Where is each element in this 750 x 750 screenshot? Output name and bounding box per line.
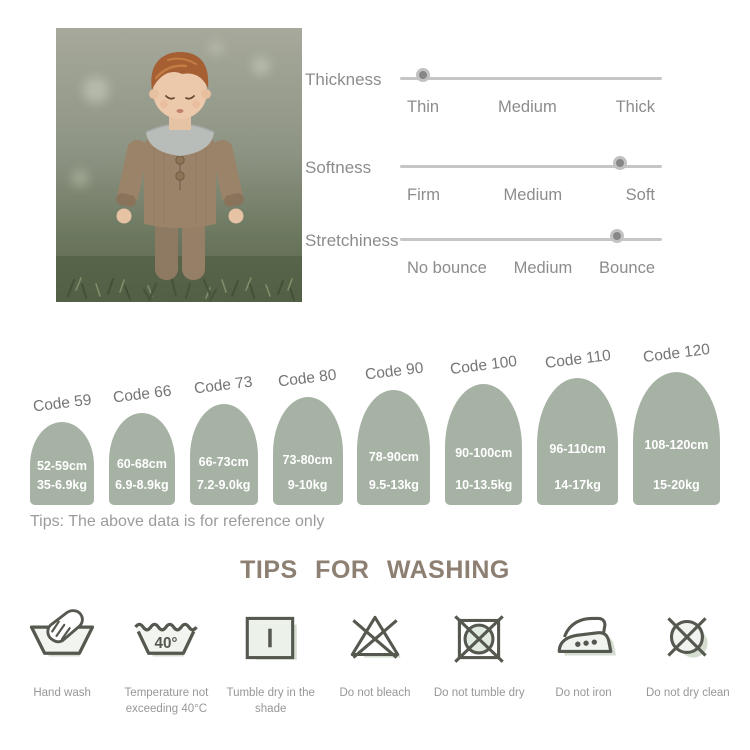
tumble-dry-shade-icon <box>236 600 306 676</box>
size-column-110 <box>537 347 618 505</box>
size-column-80 <box>273 366 343 505</box>
weight-range: 7.2-9.0kg <box>196 478 251 492</box>
size-code-label: Code 59 <box>31 391 93 416</box>
size-column-90 <box>357 359 430 505</box>
washing-title: TIPS FOR WASHING <box>240 556 510 584</box>
tick-label: Firm <box>407 186 440 204</box>
wash-instruction <box>323 600 427 717</box>
height-range: 66-73cm <box>198 455 249 469</box>
tick-label: Medium <box>503 186 563 204</box>
height-range: 73-80cm <box>282 453 333 467</box>
height-range: 60-68cm <box>116 457 167 471</box>
weight-range: 14-17kg <box>554 478 601 492</box>
height-range: 52-59cm <box>36 459 88 473</box>
slider-label: Softness <box>305 158 372 177</box>
tick-label: Medium <box>498 98 557 116</box>
slider-row-thickness <box>305 62 665 132</box>
size-arch <box>633 372 720 505</box>
size-column-66 <box>109 382 175 505</box>
do-not-iron-icon <box>549 600 619 676</box>
size-code-label: Code 73 <box>193 373 254 398</box>
do-not-bleach-icon <box>340 600 410 676</box>
size-code-label: Code 120 <box>641 340 711 367</box>
tick-label: Thick <box>615 98 655 116</box>
wash-instruction-label: Tumble dry in the shade <box>226 687 315 715</box>
size-arch <box>109 413 175 505</box>
slider-label: Thickness <box>305 70 382 89</box>
weight-range: 9-10kg <box>287 478 328 492</box>
hand-wash-icon <box>25 600 99 676</box>
size-column-120 <box>633 340 720 505</box>
wash-instruction <box>10 600 114 717</box>
tick-label: Soft <box>625 186 655 204</box>
wash-instruction-label: Do not bleach <box>339 687 411 699</box>
size-arch <box>273 397 343 505</box>
size-column-73 <box>190 373 258 505</box>
wash-instruction-label: Do not iron <box>555 687 612 699</box>
wash-instruction <box>427 600 531 717</box>
height-range: 90-100cm <box>455 446 513 460</box>
slider-row-softness <box>305 150 665 220</box>
temperature-40-icon <box>129 600 203 676</box>
size-column-100 <box>445 352 522 505</box>
wash-instruction-label: Do not tumble dry <box>433 687 525 699</box>
size-code-label: Code 80 <box>277 366 338 391</box>
washing-instructions-row <box>10 600 740 717</box>
size-chart <box>30 340 720 505</box>
wash-instruction <box>219 600 323 717</box>
size-arch <box>190 404 258 505</box>
size-arch <box>357 390 430 505</box>
toddler-photo-illustration <box>56 28 302 302</box>
wash-instruction <box>636 600 740 717</box>
slider-track <box>400 77 662 80</box>
size-arch <box>537 378 618 505</box>
size-code-label: Code 66 <box>111 382 172 407</box>
tick-label: No bounce <box>407 259 487 277</box>
slider-label: Stretchiness <box>305 231 399 250</box>
tick-label: Bounce <box>599 259 655 277</box>
tick-label: Thin <box>407 98 440 116</box>
slider-knob[interactable] <box>610 229 624 243</box>
wash-instruction <box>114 600 218 717</box>
size-code-label: Code 110 <box>543 347 612 372</box>
height-range: 96-110cm <box>549 442 606 456</box>
slider-row-stretchiness <box>305 223 665 293</box>
size-chart-note: Tips: The above data is for reference only <box>30 513 325 530</box>
do-not-tumble-dry-icon <box>444 600 514 676</box>
tick-label: Medium <box>513 259 573 277</box>
wash-instruction <box>531 600 635 717</box>
size-code-label: Code 100 <box>449 352 519 379</box>
height-range: 108-120cm <box>644 438 709 452</box>
weight-range: 9.5-13kg <box>368 478 419 492</box>
size-column-59 <box>30 391 94 505</box>
product-photo <box>56 28 302 302</box>
slider-knob[interactable] <box>613 156 627 170</box>
weight-range: 15-20kg <box>653 478 700 492</box>
temperature-value: 40° <box>154 634 178 652</box>
weight-range: 6.9-8.9kg <box>115 478 169 492</box>
weight-range: 35-6.9kg <box>36 478 88 492</box>
height-range: 78-90cm <box>368 450 419 464</box>
size-arch <box>445 384 522 505</box>
wash-instruction-label: Hand wash <box>33 687 91 699</box>
size-arch <box>30 422 94 505</box>
size-code-label: Code 90 <box>363 359 424 384</box>
do-not-dry-clean-icon <box>653 600 723 676</box>
wash-instruction-label: Temperature not exceeding 40°C <box>124 687 209 715</box>
weight-range: 10-13.5kg <box>455 478 513 492</box>
wash-instruction-label: Do not dry clean <box>645 687 730 699</box>
